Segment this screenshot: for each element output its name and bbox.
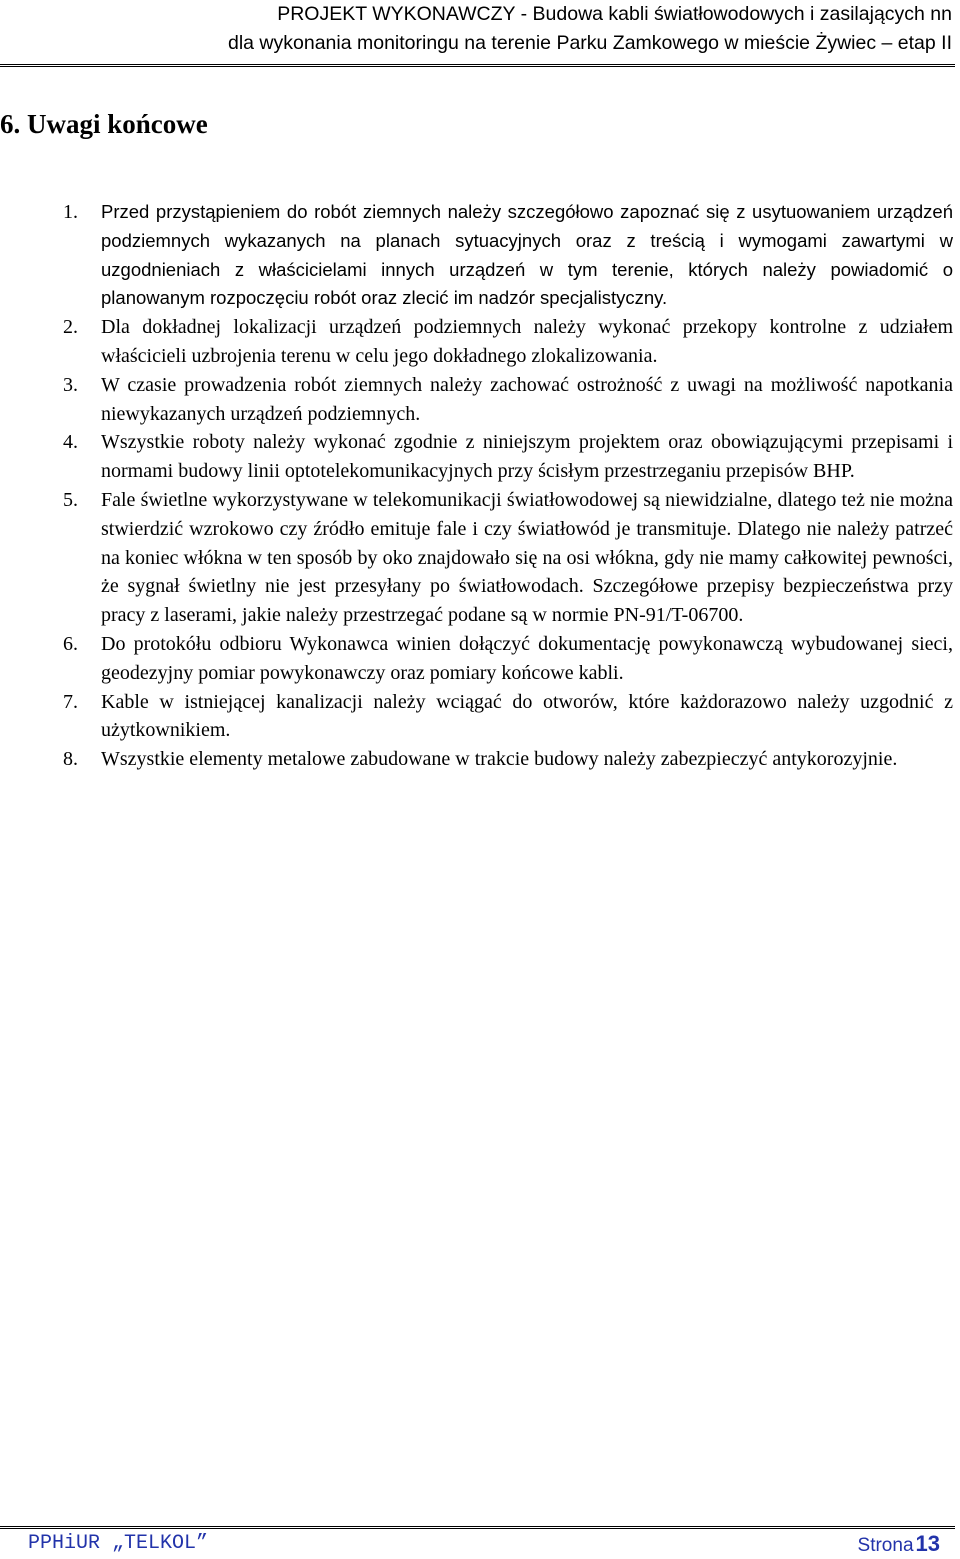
note-number: 7. xyxy=(63,690,78,713)
note-item xyxy=(0,313,953,371)
note-item xyxy=(0,371,953,429)
note-text: Przed przystąpieniem do robót ziemnych należy szczegółowo zapoznać się z usytuowaniem urządzeń podziemnych wykazanych na planach sytuacyjnych oraz z treścią i wymogami zawartymi w uzgodnieniach z właścicielami innych urządzeń w tym terenie, których należy powiadomić o planowanym rozpoczęciu robót oraz zlecić im nadzór specjalistyczny. xyxy=(101,201,953,309)
note-number: 3. xyxy=(63,373,78,396)
page-header xyxy=(0,0,952,58)
note-text: Wszystkie elementy metalowe zabudowane w trakcie budowy należy zabezpieczyć antykorozyjnie. xyxy=(101,748,898,771)
header-project-subtitle: dla wykonania monitoringu na terenie Parku Zamkowego w mieście Żywiec – etap II xyxy=(227,32,952,54)
note-item xyxy=(0,428,953,486)
note-text: Kable w istniejącej kanalizacji należy wciągać do otworów, które każdorazowo należy uzgodnić z użytkownikiem. xyxy=(101,690,953,742)
note-number: 5. xyxy=(63,488,78,511)
note-number: 8. xyxy=(63,748,78,771)
note-item xyxy=(0,486,953,630)
note-text: Do protokółu odbioru Wykonawca winien dołączyć dokumentację powykonawczą wybudowanej sieci, geodezyjny pomiar powykonawczy oraz pomiary końcowe kabli. xyxy=(101,632,953,684)
note-number: 4. xyxy=(63,431,78,454)
note-item xyxy=(0,745,953,774)
footer-page-number: 13 xyxy=(915,1531,940,1556)
note-item xyxy=(0,198,953,313)
footer-divider xyxy=(0,1526,955,1529)
note-text: Wszystkie roboty należy wykonać zgodnie z niniejszym projektem oraz obowiązującymi przepisami i normami budowy linii optotelekomunikacyjnych przy ścisłym przestrzeganiu przepisów BHP. xyxy=(101,431,953,483)
footer-company-name: PPHiUR „TELKOL” xyxy=(28,1532,209,1555)
header-project-title: PROJEKT WYKONAWCZY - Budowa kabli światłowodowych i zasilających nn xyxy=(277,3,952,25)
note-number: 6. xyxy=(63,632,78,655)
note-item xyxy=(0,688,953,746)
note-item xyxy=(0,630,953,688)
section-heading: 6. Uwagi końcowe xyxy=(0,109,208,139)
header-divider xyxy=(0,64,955,67)
note-text: W czasie prowadzenia robót ziemnych należy zachować ostrożność z uwagi na możliwość napotkania niewykazanych urządzeń podziemnych. xyxy=(101,373,953,425)
note-number: 1. xyxy=(63,201,78,223)
page-footer xyxy=(0,1532,960,1556)
notes-list xyxy=(0,198,953,774)
note-text: Dla dokładnej lokalizacji urządzeń podziemnych należy wykonać przekopy kontrolne z udziałem właścicieli uzbrojenia terenu w celu jego dokładnego zlokalizowania. xyxy=(101,316,953,367)
note-number: 2. xyxy=(63,316,78,339)
footer-page-label: Strona xyxy=(857,1535,914,1556)
note-text: Fale świetlne wykorzystywane w telekomunikacji światłowodowej są niewidzialne, dlatego też nie można stwierdzić wzrokowo czy źródło emituje fale i czy światłowód je transmituje. Dlatego nie należy patrzeć na koniec włókna w ten sposób by oko znajdowało się na osi włókna, gdy nie mamy całkowitej pewności, że sygnał świetlny nie jest przesyłany po światłowodach. Szczegółowe przepisy bezpieczeństwa przy pracy z laserami, jakie należy przestrzegać podane są w normie PN-91/T-06700. xyxy=(101,488,953,627)
